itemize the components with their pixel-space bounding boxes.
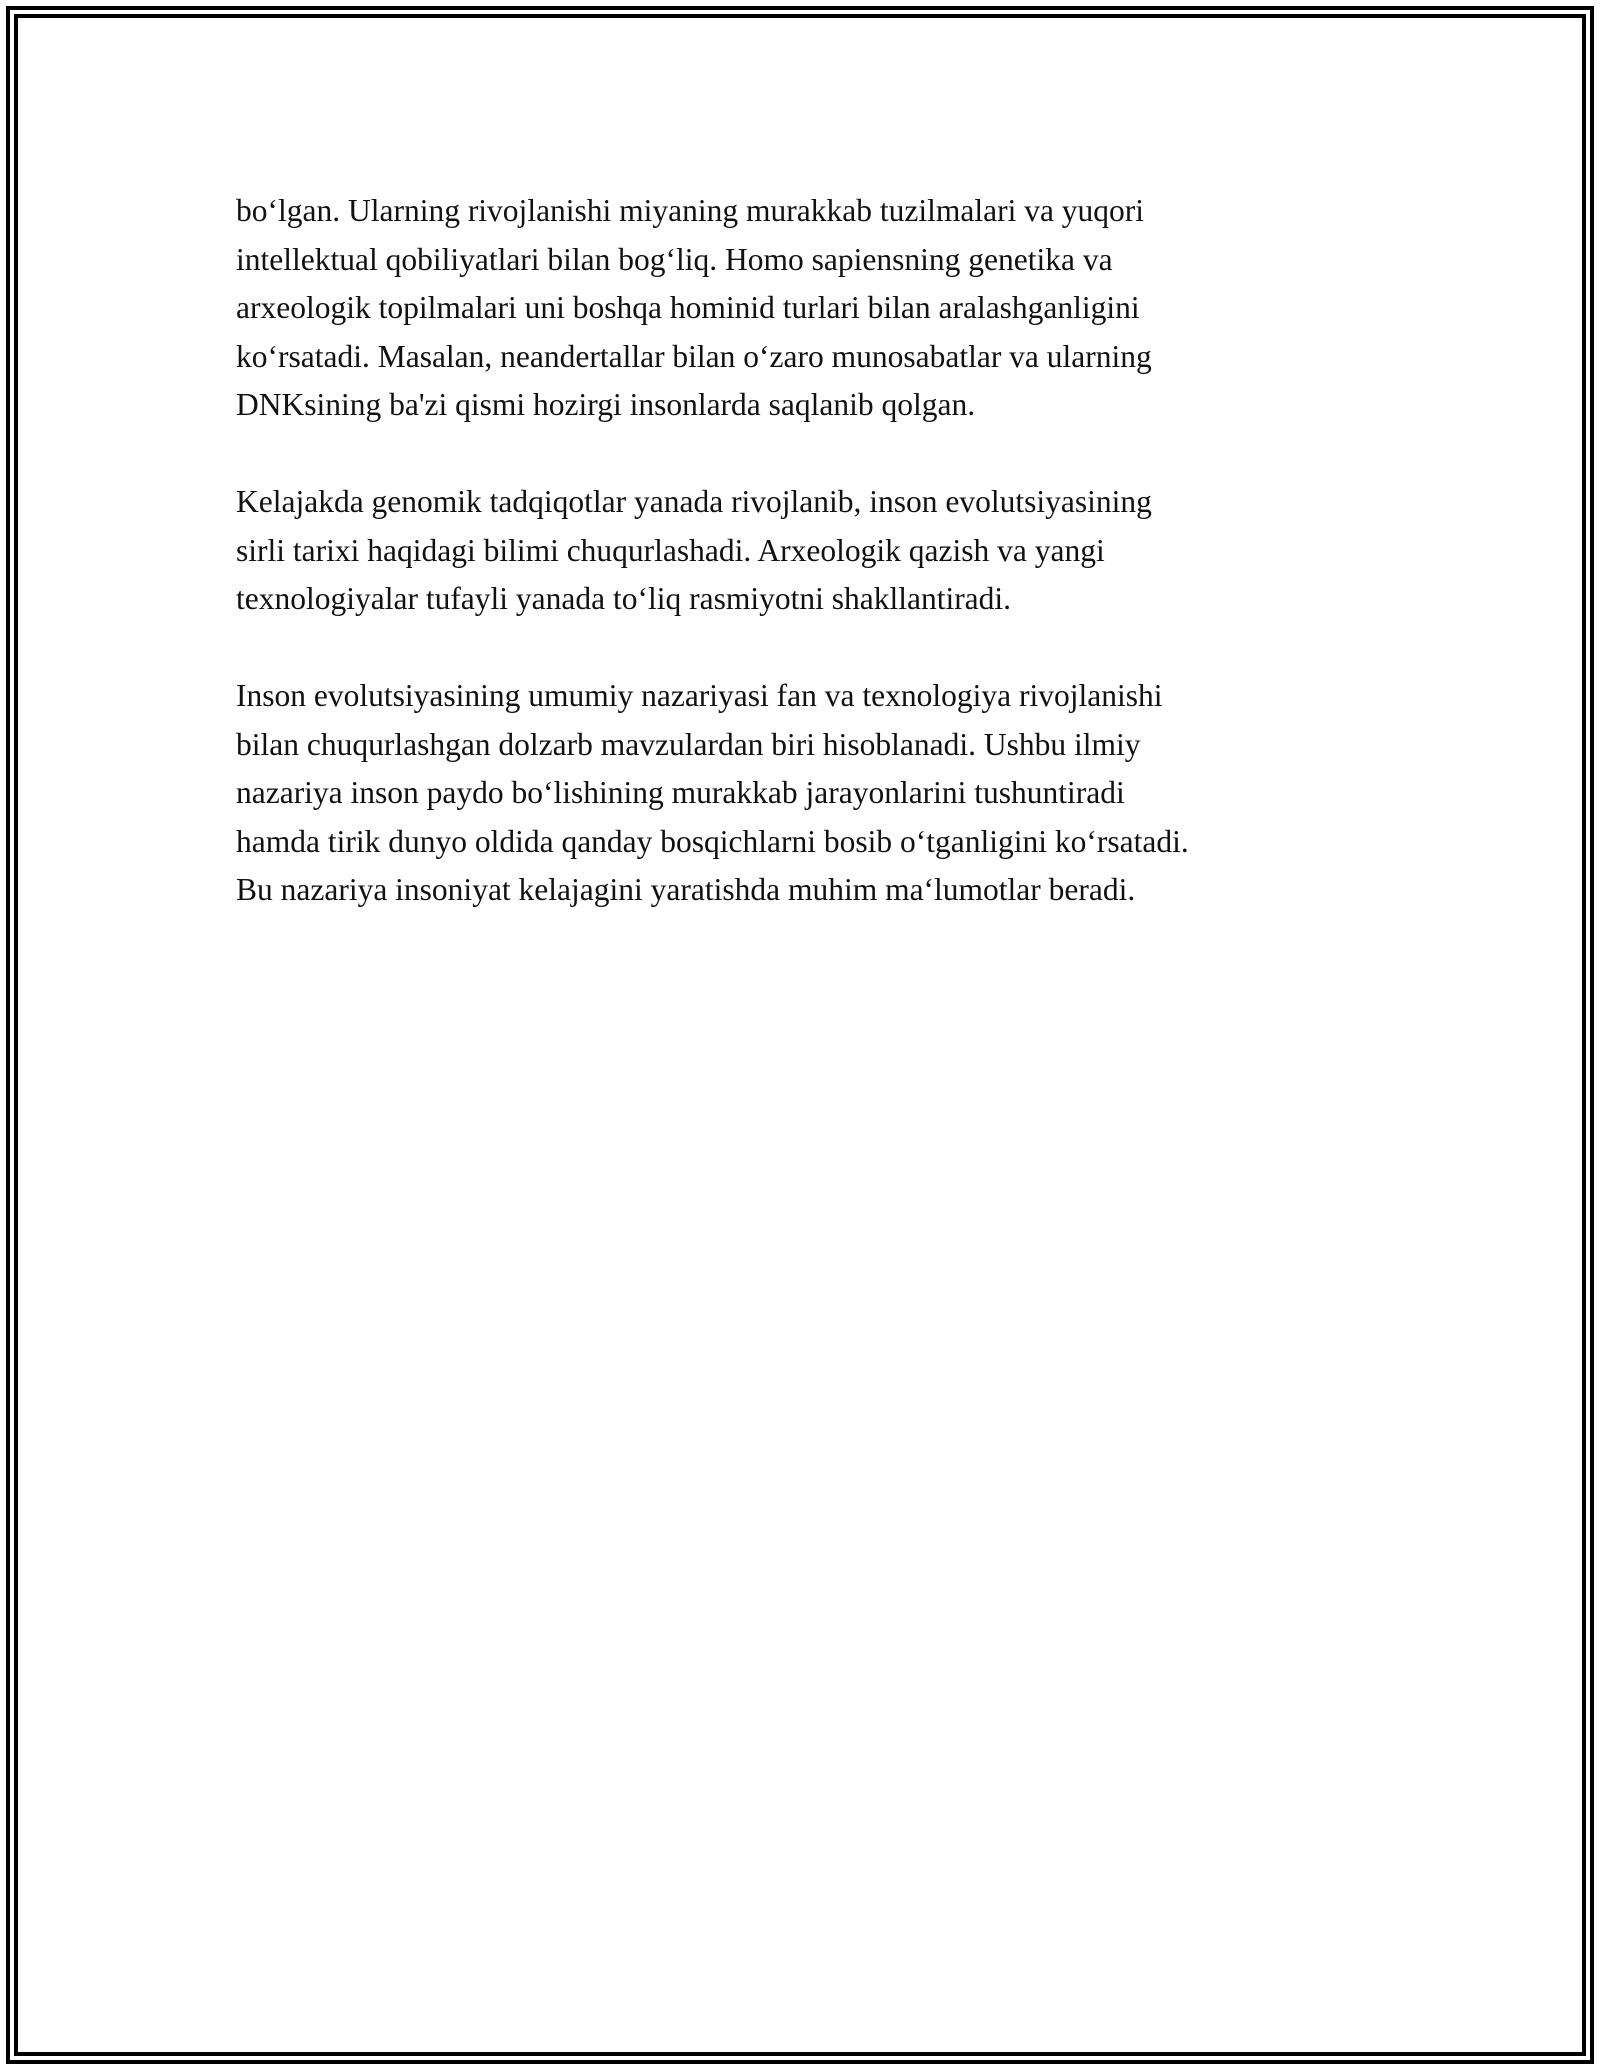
text-line: sirli tarixi haqidagi bilimi chuqurlashadi. Arxeologik qazish va yangi — [236, 532, 1105, 568]
text-line: nazariya inson paydo bo‘lishining murakkab jarayonlarini tushuntiradi — [236, 775, 1125, 810]
text-line: Kelajakda genomik tadqiqotlar yanada rivojlanib, inson evolutsiyasining — [236, 484, 1152, 519]
text-line: hamda tirik dunyo oldida qanday bosqichlarni bosib o‘tganligini ko‘rsatadi. — [236, 823, 1189, 859]
text-line: Inson evolutsiyasining umumiy nazariyasi fan va texnologiya rivojlanishi — [236, 678, 1163, 713]
text-line: bo‘lgan. Ularning rivojlanishi miyaning murakkab tuzilmalari va yuqori — [236, 193, 1145, 228]
text-line: ko‘rsatadi. Masalan, neandertallar bilan o‘zaro munosabatlar va ularning — [236, 338, 1152, 374]
paragraph-3 — [236, 672, 1366, 915]
text-line: intellektual qobiliyatlari bilan bog‘liq. Homo sapiensning genetika va — [236, 241, 1113, 277]
text-line: DNKsining ba'zi qismi hozirgi insonlarda saqlanib qolgan. — [236, 387, 976, 422]
paragraph-1 — [236, 187, 1366, 430]
paragraph-2 — [236, 478, 1366, 624]
text-line: texnologiyalar tufayli yanada to‘liq rasmiyotni shakllantiradi. — [236, 581, 1012, 616]
text-line: Bu nazariya insoniyat kelajagini yaratishda muhim ma‘lumotlar beradi. — [236, 872, 1136, 907]
document-body — [236, 187, 1366, 963]
text-line: arxeologik topilmalari uni boshqa hominid turlari bilan aralashganligini — [236, 290, 1140, 325]
text-line: bilan chuqurlashgan dolzarb mavzulardan biri hisoblanadi. Ushbu ilmiy — [236, 726, 1141, 762]
